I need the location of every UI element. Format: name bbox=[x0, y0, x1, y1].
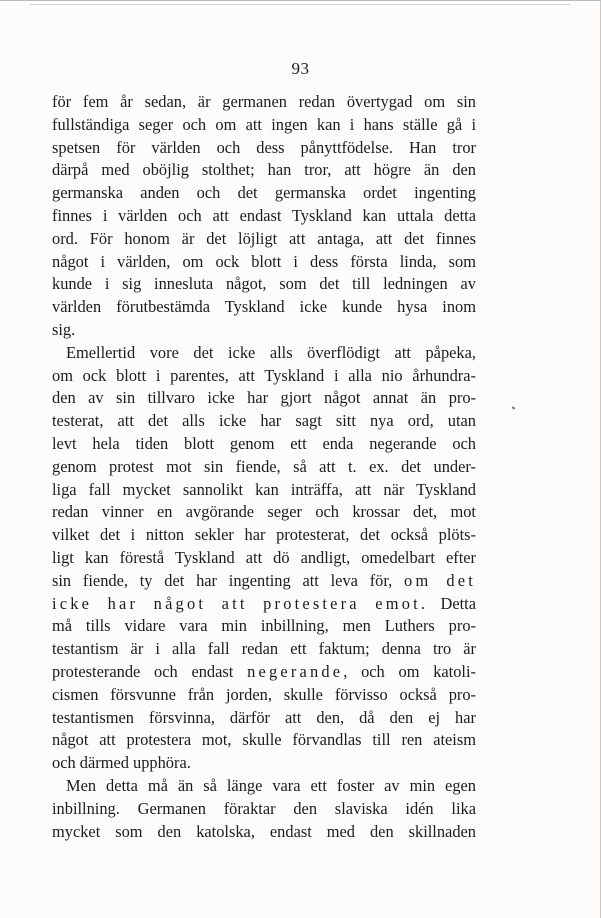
text-run: fullständiga seger och om att ingen kan i hans ställe gå i bbox=[52, 114, 476, 134]
text-run: , och om katoli- bbox=[343, 661, 476, 681]
text-run: genom protest mot sin fiende, så att t. ex. det under- bbox=[52, 456, 476, 476]
text-run: mycket som den katolska, endast med den skillnaden bbox=[52, 821, 476, 841]
text-run: världen förutbestämda Tyskland icke kunde hysa inom bbox=[52, 297, 476, 317]
text-line bbox=[52, 821, 476, 844]
text-line bbox=[52, 729, 476, 752]
text-line bbox=[52, 501, 476, 524]
text-line bbox=[52, 342, 476, 365]
text-run: sig. bbox=[52, 319, 76, 339]
text-run: Emellertid vore det icke alls överflödigt att påpeka, bbox=[66, 342, 476, 362]
text-run: och därmed upphöra. bbox=[52, 753, 191, 773]
text-run: kunde i sig innesluta något, som det till ledningen av bbox=[52, 274, 476, 294]
text-line bbox=[52, 707, 476, 730]
text-line bbox=[52, 638, 476, 661]
text-run: levt hela tiden blott genom ett enda negerande och bbox=[52, 433, 476, 453]
text-run: redan vinner en avgörande seger och krossar det, mot bbox=[52, 502, 476, 522]
text-line bbox=[52, 524, 476, 547]
text-run: den av sin tillvaro icke har gjort något annat än pro- bbox=[52, 388, 476, 408]
spaced-emphasis-text: negerande bbox=[247, 661, 344, 681]
text-line bbox=[52, 137, 476, 160]
text-line bbox=[52, 798, 476, 821]
text-run: finnes i världen och att endast Tyskland kan uttala detta bbox=[52, 205, 476, 225]
text-line bbox=[52, 661, 476, 684]
top-edge-rule bbox=[30, 4, 570, 5]
page-number: 93 bbox=[291, 59, 310, 78]
text-line bbox=[52, 273, 476, 296]
text-line bbox=[52, 410, 476, 433]
text-run: testantism är i alla fall redan ett faktum; denna tro är bbox=[52, 639, 476, 659]
text-line bbox=[52, 547, 476, 570]
text-run: inbillning. Germanen föraktar den slaviska idén lika bbox=[52, 798, 476, 818]
text-line bbox=[52, 182, 476, 205]
text-run: germanska anden och det germanska ordet ingenting bbox=[52, 183, 476, 203]
text-line bbox=[52, 433, 476, 456]
spaced-emphasis-text: om det bbox=[404, 570, 476, 590]
text-line bbox=[52, 684, 476, 707]
text-line bbox=[52, 91, 476, 114]
text-run: testantismen försvinna, därför att den, då den ej har bbox=[52, 707, 476, 727]
text-line bbox=[52, 296, 476, 319]
text-line bbox=[52, 752, 476, 775]
text-run: därpå med oböjlig stolthet; han tror, att högre än den bbox=[52, 160, 476, 180]
text-line bbox=[52, 387, 476, 410]
text-run: liga fall mycket sannolikt kan inträffa, att när Tyskland bbox=[52, 479, 476, 499]
text-run: något att protestera mot, skulle förvandlas till ren ateism bbox=[52, 730, 476, 750]
text-line bbox=[52, 775, 476, 798]
text-run: spetsen för världen och dess pånyttfödelse. Han tror bbox=[52, 137, 476, 157]
text-line bbox=[52, 228, 476, 251]
text-run: må tills vidare vara min inbillning, men Luthers pro- bbox=[52, 616, 476, 636]
text-run: protesterande och endast bbox=[52, 661, 248, 681]
text-run: Detta bbox=[428, 593, 476, 613]
spaced-emphasis-text: icke har något att protestera emot. bbox=[52, 593, 429, 613]
text-line bbox=[52, 159, 476, 182]
text-line bbox=[52, 570, 476, 593]
text-line bbox=[52, 251, 476, 274]
text-line bbox=[52, 114, 476, 137]
text-run: ord. För honom är det löjligt att antaga, att det finnes bbox=[52, 228, 476, 248]
text-line bbox=[52, 365, 476, 388]
text-run: något i världen, om ock blott i dess första linda, som bbox=[52, 251, 476, 271]
paper-speck bbox=[512, 406, 516, 409]
text-run: vilket det i nitton sekler har protesterat, det också plöts- bbox=[52, 525, 476, 545]
text-line bbox=[52, 615, 476, 638]
text-line bbox=[52, 205, 476, 228]
text-run: sin fiende, ty det har ingenting att leva för, bbox=[52, 570, 405, 590]
text-run: testerat, att det alls icke har sagt sitt nya ord, utan bbox=[52, 411, 476, 431]
text-run: om ock blott i parentes, att Tyskland i alla nio århundra- bbox=[52, 365, 476, 385]
text-run: ligt kan förestå Tyskland att dö andligt, omedelbart efter bbox=[52, 547, 476, 567]
text-run: Men detta må än så länge vara ett foster av min egen bbox=[66, 775, 476, 795]
text-line bbox=[52, 456, 476, 479]
text-line bbox=[52, 593, 476, 616]
text-line bbox=[52, 319, 476, 342]
text-run: för fem år sedan, är germanen redan övertygad om sin bbox=[52, 92, 476, 111]
text-line bbox=[52, 479, 476, 502]
body-text bbox=[52, 91, 476, 843]
text-run: cismen försvunne från jorden, skulle förvisso också pro- bbox=[52, 684, 476, 704]
